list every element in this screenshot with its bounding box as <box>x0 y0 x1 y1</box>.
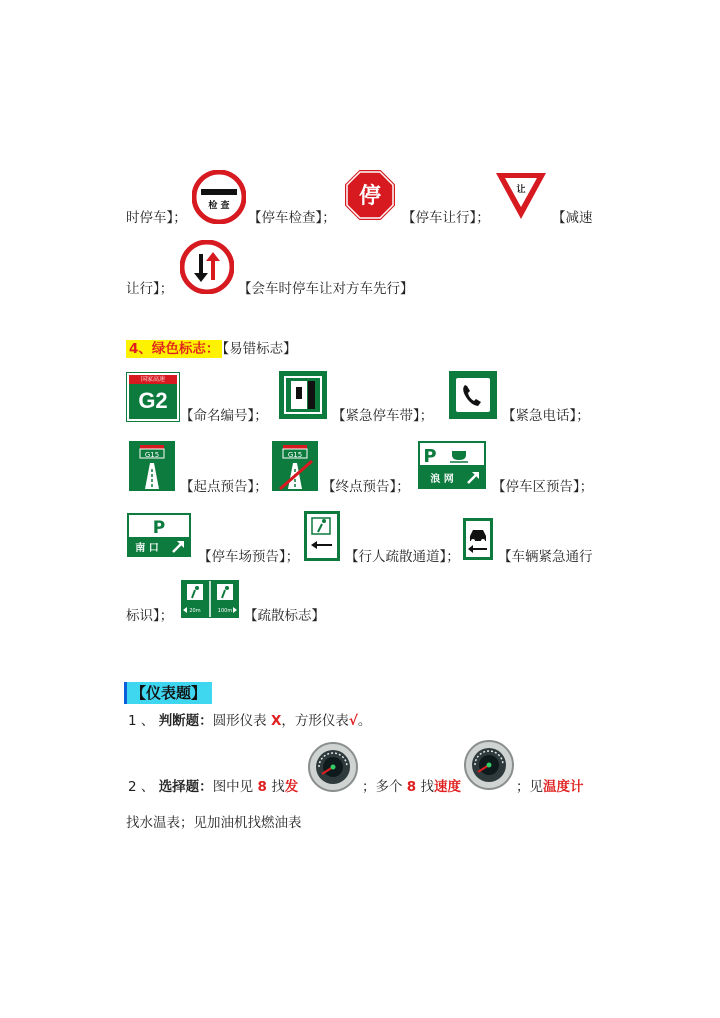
label-naming: 【命名编号】； <box>180 408 268 424</box>
label-vehicle-evac-b: 标识】； <box>126 608 174 624</box>
q2-n2: 8 <box>406 779 417 795</box>
q2-middle <box>362 778 461 796</box>
emergency-phone-sign-icon <box>447 369 499 421</box>
q2-sep1: ；多个 <box>362 779 403 795</box>
q1-num: 1 、 <box>128 713 155 729</box>
q2-end <box>516 778 584 796</box>
meter-section-title <box>124 682 212 703</box>
green-heading-title: 4、绿色标志： <box>126 340 222 358</box>
label-emergency-phone: 【紧急电话】； <box>502 408 590 424</box>
stop-sign-text: 停 <box>358 184 382 209</box>
q2-text-a: 图中见 <box>212 779 254 795</box>
label-end-notice: 【终点预告】； <box>322 479 410 495</box>
vehicle-evac-sign-icon <box>461 516 495 562</box>
g2-text: G2 <box>138 388 168 413</box>
emergency-lane-sign-icon <box>277 369 329 421</box>
q2-n1: 8 <box>257 779 267 795</box>
text-row2-a: 让行】； <box>126 281 174 297</box>
q2-prefix <box>128 778 298 796</box>
parking-lot-name: 南 口 <box>135 543 159 554</box>
label-start-notice: 【起点预告】； <box>180 479 268 495</box>
parking-area-sign-icon <box>416 439 488 491</box>
label-vehicle-evac-a: 【车辆紧急通行 <box>498 549 593 565</box>
g2-naming-sign <box>127 373 179 421</box>
stop-octagon-icon <box>342 167 398 223</box>
q1-text-a: 圆形仪表 <box>212 713 267 729</box>
question-1 <box>128 712 371 730</box>
label-pedestrian-evac: 【行人疏散通道】； <box>345 549 460 565</box>
text-row1-c: 【停车让行】； <box>402 210 490 226</box>
parking-lot-p: P <box>152 518 166 538</box>
q2-temp: 温度计 <box>543 779 584 795</box>
check-sign-text: 检 查 <box>208 201 230 211</box>
end-notice-sign-icon <box>270 439 320 493</box>
oncoming-priority-sign-icon <box>180 240 234 294</box>
gauge-2-icon <box>462 739 516 791</box>
label-parking-area: 【停车区预告】； <box>492 479 594 495</box>
q1-text-b: ，方形仪表 <box>281 713 349 729</box>
evac-dist-left: 20m <box>189 608 201 614</box>
q2-sep2: ；见 <box>516 779 543 795</box>
gauge-1-icon <box>306 741 360 793</box>
q2-text-c: 找 <box>420 779 434 795</box>
yield-triangle-icon <box>494 171 548 221</box>
q1-check: √ <box>348 713 358 729</box>
yield-sign-text: 让 <box>516 185 526 195</box>
q2-num: 2 、 <box>128 779 155 795</box>
q1-x: X <box>270 713 282 729</box>
text-row1-d: 【减速 <box>552 210 593 226</box>
q2-fa: 发 <box>284 779 299 795</box>
pedestrian-evac-sign-icon <box>302 509 342 563</box>
evacuation-sign-icon <box>179 578 241 620</box>
q1-label: 判断题： <box>158 713 213 729</box>
parking-area-p: P <box>423 446 437 467</box>
start-g15-text: G15 <box>144 451 160 459</box>
text-row2-b: 【会车时停车让对方车先行】 <box>238 281 414 297</box>
label-parking-lot: 【停车场预告】； <box>198 549 300 565</box>
q2-text-b: 找 <box>271 779 285 795</box>
q1-end: 。 <box>357 713 372 729</box>
text-row1-b: 【停车检查】； <box>248 210 336 226</box>
q2-line2: 找水温表；见加油机找燃油表 <box>126 815 302 831</box>
green-heading <box>126 340 297 358</box>
text-row1-a: 时停车】； <box>126 210 187 226</box>
label-emergency-lane: 【紧急停车带】； <box>332 408 434 424</box>
end-g15-text: G15 <box>287 451 303 459</box>
evac-dist-right: 100m <box>217 608 233 614</box>
national-expressway-label: 国家高速 <box>129 375 177 384</box>
stop-check-sign-icon <box>192 170 246 224</box>
meter-title-text: 【仪表题】 <box>124 682 212 704</box>
start-notice-sign-icon <box>127 439 177 493</box>
parking-area-name: 浪 网 <box>430 474 454 485</box>
label-evacuation: 【疏散标志】 <box>244 608 325 624</box>
q2-speed: 速度 <box>434 779 461 795</box>
green-heading-note: 【易错标志】 <box>222 341 297 357</box>
parking-lot-sign-icon <box>125 511 193 559</box>
q2-label: 选择题： <box>158 779 213 795</box>
